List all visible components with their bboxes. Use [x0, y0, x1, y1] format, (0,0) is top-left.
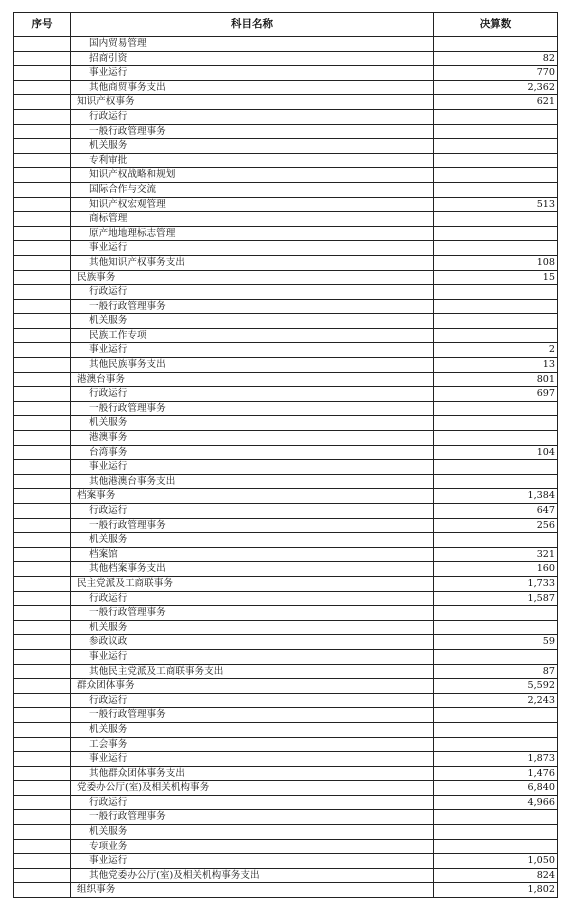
row-final-amount [434, 124, 558, 139]
row-serial-number [14, 95, 71, 110]
table-row [14, 182, 558, 197]
row-item-name: 参政议政 [71, 635, 434, 650]
table-row [14, 839, 558, 854]
row-final-amount: 1,476 [434, 766, 558, 781]
table-row [14, 635, 558, 650]
row-item-name: 一般行政管理事务 [71, 708, 434, 723]
row-final-amount [434, 241, 558, 256]
row-serial-number [14, 795, 71, 810]
row-serial-number [14, 722, 71, 737]
row-final-amount: 321 [434, 547, 558, 562]
table-row [14, 606, 558, 621]
table-row [14, 766, 558, 781]
row-serial-number [14, 431, 71, 446]
row-item-name: 民族事务 [71, 270, 434, 285]
table-row [14, 795, 558, 810]
row-item-name: 其他档案事务支出 [71, 562, 434, 577]
row-serial-number [14, 679, 71, 694]
row-item-name: 其他民族事务支出 [71, 358, 434, 373]
row-item-name: 其他群众团体事务支出 [71, 766, 434, 781]
row-item-name: 机关服务 [71, 825, 434, 840]
row-serial-number [14, 401, 71, 416]
table-row [14, 241, 558, 256]
row-final-amount: 2,243 [434, 693, 558, 708]
row-item-name: 群众团体事务 [71, 679, 434, 694]
table-row [14, 445, 558, 460]
row-final-amount: 2,362 [434, 80, 558, 95]
row-final-amount [434, 182, 558, 197]
row-serial-number [14, 883, 71, 898]
row-final-amount: 1,050 [434, 854, 558, 869]
row-final-amount: 4,966 [434, 795, 558, 810]
row-final-amount: 697 [434, 387, 558, 402]
table-row [14, 358, 558, 373]
table-row [14, 153, 558, 168]
row-serial-number [14, 839, 71, 854]
row-item-name: 知识产权战略和规划 [71, 168, 434, 183]
row-serial-number [14, 124, 71, 139]
table-row [14, 80, 558, 95]
row-item-name: 行政运行 [71, 693, 434, 708]
row-item-name: 行政运行 [71, 387, 434, 402]
row-item-name: 其他商贸事务支出 [71, 80, 434, 95]
row-serial-number [14, 212, 71, 227]
table-row [14, 883, 558, 898]
row-final-amount: 15 [434, 270, 558, 285]
row-serial-number [14, 255, 71, 270]
row-serial-number [14, 168, 71, 183]
row-item-name: 民族工作专项 [71, 328, 434, 343]
row-final-amount: 1,802 [434, 883, 558, 898]
row-final-amount: 6,840 [434, 781, 558, 796]
row-final-amount: 108 [434, 255, 558, 270]
row-serial-number [14, 445, 71, 460]
row-serial-number [14, 197, 71, 212]
table-body [14, 37, 558, 898]
row-item-name: 国内贸易管理 [71, 37, 434, 52]
row-final-amount: 13 [434, 358, 558, 373]
row-item-name: 行政运行 [71, 591, 434, 606]
table-row [14, 868, 558, 883]
row-item-name: 党委办公厅(室)及相关机构事务 [71, 781, 434, 796]
row-final-amount [434, 825, 558, 840]
row-serial-number [14, 416, 71, 431]
row-final-amount [434, 328, 558, 343]
row-item-name: 机关服务 [71, 139, 434, 154]
table-row [14, 431, 558, 446]
table-row [14, 401, 558, 416]
table-row [14, 693, 558, 708]
table-row [14, 752, 558, 767]
row-final-amount [434, 212, 558, 227]
row-item-name: 一般行政管理事务 [71, 299, 434, 314]
row-final-amount [434, 737, 558, 752]
row-serial-number [14, 270, 71, 285]
row-serial-number [14, 547, 71, 562]
row-item-name: 国际合作与交流 [71, 182, 434, 197]
row-serial-number [14, 635, 71, 650]
row-serial-number [14, 649, 71, 664]
row-final-amount: 1,587 [434, 591, 558, 606]
table-row [14, 328, 558, 343]
row-serial-number [14, 752, 71, 767]
row-final-amount [434, 620, 558, 635]
table-row [14, 504, 558, 519]
table-row [14, 708, 558, 723]
table-row [14, 576, 558, 591]
row-final-amount [434, 139, 558, 154]
row-final-amount: 1,873 [434, 752, 558, 767]
row-item-name: 档案事务 [71, 489, 434, 504]
row-serial-number [14, 37, 71, 52]
table-row [14, 591, 558, 606]
row-serial-number [14, 854, 71, 869]
row-item-name: 一般行政管理事务 [71, 810, 434, 825]
table-row [14, 212, 558, 227]
row-serial-number [14, 708, 71, 723]
table-row [14, 255, 558, 270]
table-row [14, 620, 558, 635]
row-final-amount: 1,733 [434, 576, 558, 591]
row-serial-number [14, 562, 71, 577]
row-serial-number [14, 343, 71, 358]
row-final-amount: 59 [434, 635, 558, 650]
row-final-amount [434, 533, 558, 548]
table-row [14, 518, 558, 533]
row-serial-number [14, 109, 71, 124]
row-final-amount [434, 708, 558, 723]
row-final-amount [434, 226, 558, 241]
row-serial-number [14, 66, 71, 81]
row-final-amount [434, 722, 558, 737]
row-final-amount: 647 [434, 504, 558, 519]
row-item-name: 原产地地理标志管理 [71, 226, 434, 241]
row-item-name: 组织事务 [71, 883, 434, 898]
table-row [14, 649, 558, 664]
table-row [14, 562, 558, 577]
row-item-name: 事业运行 [71, 460, 434, 475]
row-serial-number [14, 139, 71, 154]
row-item-name: 机关服务 [71, 620, 434, 635]
row-item-name: 行政运行 [71, 795, 434, 810]
table-row [14, 372, 558, 387]
table-row [14, 285, 558, 300]
row-serial-number [14, 518, 71, 533]
row-serial-number [14, 810, 71, 825]
table-row [14, 124, 558, 139]
table-row [14, 387, 558, 402]
row-final-amount [434, 839, 558, 854]
table-row [14, 343, 558, 358]
row-serial-number [14, 504, 71, 519]
row-serial-number [14, 372, 71, 387]
budget-table [13, 12, 558, 898]
row-serial-number [14, 182, 71, 197]
table-row [14, 51, 558, 66]
row-item-name: 机关服务 [71, 314, 434, 329]
table-row [14, 226, 558, 241]
row-final-amount [434, 401, 558, 416]
row-item-name: 一般行政管理事务 [71, 518, 434, 533]
table-row [14, 679, 558, 694]
header-serial-number: 序号 [14, 13, 71, 37]
row-serial-number [14, 737, 71, 752]
row-serial-number [14, 474, 71, 489]
row-serial-number [14, 299, 71, 314]
row-serial-number [14, 533, 71, 548]
table-row [14, 781, 558, 796]
row-final-amount: 256 [434, 518, 558, 533]
row-final-amount: 5,592 [434, 679, 558, 694]
row-serial-number [14, 606, 71, 621]
row-final-amount [434, 168, 558, 183]
row-item-name: 其他港澳台事务支出 [71, 474, 434, 489]
table-row [14, 139, 558, 154]
table-row [14, 314, 558, 329]
header-final-amount: 决算数 [434, 13, 558, 37]
row-final-amount: 87 [434, 664, 558, 679]
row-serial-number [14, 766, 71, 781]
row-final-amount: 104 [434, 445, 558, 460]
header-row [14, 13, 558, 37]
row-serial-number [14, 387, 71, 402]
row-serial-number [14, 358, 71, 373]
row-item-name: 招商引资 [71, 51, 434, 66]
row-item-name: 其他党委办公厅(室)及相关机构事务支出 [71, 868, 434, 883]
row-item-name: 专项业务 [71, 839, 434, 854]
row-item-name: 专利审批 [71, 153, 434, 168]
row-final-amount: 801 [434, 372, 558, 387]
row-item-name: 事业运行 [71, 241, 434, 256]
row-item-name: 港澳台事务 [71, 372, 434, 387]
table-row [14, 722, 558, 737]
row-item-name: 机关服务 [71, 416, 434, 431]
row-item-name: 一般行政管理事务 [71, 401, 434, 416]
row-final-amount [434, 649, 558, 664]
table-row [14, 664, 558, 679]
row-serial-number [14, 51, 71, 66]
row-item-name: 台湾事务 [71, 445, 434, 460]
row-item-name: 行政运行 [71, 285, 434, 300]
row-final-amount: 824 [434, 868, 558, 883]
row-serial-number [14, 576, 71, 591]
table-row [14, 854, 558, 869]
row-item-name: 事业运行 [71, 854, 434, 869]
row-serial-number [14, 460, 71, 475]
row-final-amount [434, 416, 558, 431]
row-serial-number [14, 591, 71, 606]
row-serial-number [14, 328, 71, 343]
table-header [14, 13, 558, 37]
row-serial-number [14, 781, 71, 796]
row-item-name: 档案馆 [71, 547, 434, 562]
row-serial-number [14, 226, 71, 241]
row-serial-number [14, 693, 71, 708]
row-final-amount [434, 285, 558, 300]
table-row [14, 460, 558, 475]
table-row [14, 547, 558, 562]
row-serial-number [14, 489, 71, 504]
table-row [14, 109, 558, 124]
row-item-name: 机关服务 [71, 533, 434, 548]
row-item-name: 其他民主党派及工商联事务支出 [71, 664, 434, 679]
table-row [14, 66, 558, 81]
row-item-name: 事业运行 [71, 649, 434, 664]
table-row [14, 168, 558, 183]
row-final-amount [434, 474, 558, 489]
row-serial-number [14, 664, 71, 679]
row-final-amount [434, 153, 558, 168]
row-serial-number [14, 314, 71, 329]
table-row [14, 416, 558, 431]
row-serial-number [14, 285, 71, 300]
row-item-name: 事业运行 [71, 752, 434, 767]
row-final-amount: 770 [434, 66, 558, 81]
row-item-name: 事业运行 [71, 343, 434, 358]
row-serial-number [14, 825, 71, 840]
row-item-name: 一般行政管理事务 [71, 606, 434, 621]
row-final-amount [434, 460, 558, 475]
row-item-name: 商标管理 [71, 212, 434, 227]
row-item-name: 一般行政管理事务 [71, 124, 434, 139]
row-item-name: 知识产权事务 [71, 95, 434, 110]
row-item-name: 其他知识产权事务支出 [71, 255, 434, 270]
row-serial-number [14, 620, 71, 635]
row-final-amount: 160 [434, 562, 558, 577]
row-final-amount: 513 [434, 197, 558, 212]
row-final-amount [434, 299, 558, 314]
row-item-name: 行政运行 [71, 504, 434, 519]
row-item-name: 知识产权宏观管理 [71, 197, 434, 212]
row-serial-number [14, 80, 71, 95]
row-serial-number [14, 868, 71, 883]
row-item-name: 机关服务 [71, 722, 434, 737]
row-final-amount: 621 [434, 95, 558, 110]
table-row [14, 810, 558, 825]
table-row [14, 299, 558, 314]
row-final-amount [434, 606, 558, 621]
row-final-amount: 2 [434, 343, 558, 358]
row-final-amount [434, 810, 558, 825]
row-final-amount: 82 [434, 51, 558, 66]
table-row [14, 474, 558, 489]
table-row [14, 197, 558, 212]
row-final-amount [434, 314, 558, 329]
row-final-amount [434, 37, 558, 52]
row-item-name: 民主党派及工商联事务 [71, 576, 434, 591]
table-row [14, 489, 558, 504]
table-row [14, 95, 558, 110]
table-row [14, 37, 558, 52]
row-item-name: 行政运行 [71, 109, 434, 124]
row-final-amount [434, 431, 558, 446]
table-row [14, 533, 558, 548]
table-row [14, 270, 558, 285]
row-item-name: 事业运行 [71, 66, 434, 81]
row-serial-number [14, 153, 71, 168]
table-row [14, 737, 558, 752]
row-item-name: 港澳事务 [71, 431, 434, 446]
header-item-name: 科目名称 [71, 13, 434, 37]
row-item-name: 工会事务 [71, 737, 434, 752]
row-final-amount: 1,384 [434, 489, 558, 504]
row-final-amount [434, 109, 558, 124]
row-serial-number [14, 241, 71, 256]
table-row [14, 825, 558, 840]
